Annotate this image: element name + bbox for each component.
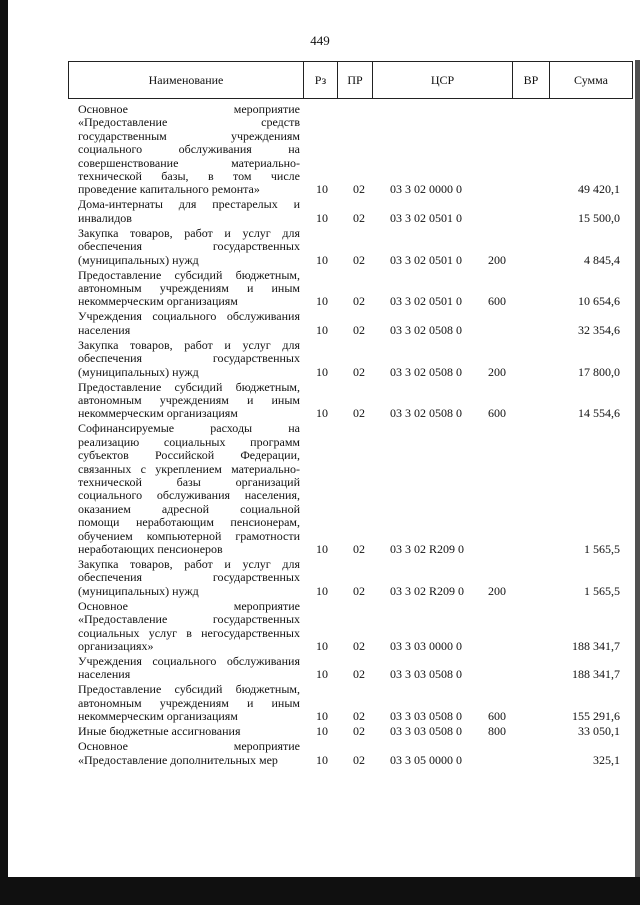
row-name-line: технической базы, в том числе (78, 168, 300, 183)
row-csr: 03 3 02 R209 0 (390, 541, 465, 556)
header-vr: ВР (513, 62, 550, 98)
row-sum: 49 420,1 (578, 182, 620, 197)
row-name (78, 740, 300, 767)
row-name-line: автономным учреждениям и иным (78, 280, 300, 295)
row-pr: 02 (353, 406, 365, 421)
row-name-line: Предоставление субсидий бюджетным, (78, 379, 300, 394)
row-name-line: Предоставление субсидий бюджетным, (78, 267, 300, 282)
row-pr: 02 (353, 541, 365, 556)
row-name-line: проведение капитального ремонта» (78, 182, 260, 197)
row-rz: 10 (316, 406, 328, 421)
row-rz: 10 (316, 752, 328, 767)
row-name (78, 269, 300, 309)
row-name-line: помощи неработающим пенсионерам, (78, 515, 300, 530)
row-pr: 02 (353, 210, 365, 225)
row-name-line: некоммерческим организациям (78, 709, 238, 724)
row-name (78, 310, 300, 337)
row-sum: 155 291,6 (572, 709, 620, 724)
row-sum: 32 354,6 (578, 322, 620, 337)
row-sum: 4 845,4 (584, 252, 620, 267)
row-sum: 325,1 (593, 752, 620, 767)
row-name-line: обучением компьютерной грамотности (78, 528, 300, 543)
row-name-line: Предоставление субсидий бюджетным, (78, 682, 300, 697)
row-rz: 10 (316, 294, 328, 309)
row-sum: 10 654,6 (578, 294, 620, 309)
row-rz: 10 (316, 709, 328, 724)
row-rz: 10 (316, 210, 328, 225)
row-name-line: неработающих пенсионеров (78, 541, 223, 556)
row-csr: 03 3 03 0508 0 (390, 709, 462, 724)
row-name-line: (муниципальных) нужд (78, 364, 199, 379)
row-vr: 600 (488, 406, 506, 421)
row-name (78, 339, 300, 379)
row-pr: 02 (353, 667, 365, 682)
row-name (78, 198, 300, 225)
row-name-line: автономным учреждениям и иным (78, 392, 300, 407)
row-name (78, 227, 300, 267)
row-pr: 02 (353, 322, 365, 337)
row-name-line: инвалидов (78, 210, 132, 225)
row-csr: 03 3 02 0501 0 (390, 210, 462, 225)
row-vr: 800 (488, 724, 506, 739)
header-csr: ЦСР (373, 62, 513, 98)
row-name-line: Основное мероприятие (78, 598, 300, 613)
row-name-line: субъектов Российской Федерации, (78, 448, 300, 463)
row-rz: 10 (316, 667, 328, 682)
row-csr: 03 3 05 0000 0 (390, 752, 462, 767)
row-rz: 10 (316, 364, 328, 379)
row-sum: 188 341,7 (572, 638, 620, 653)
header-rz: Рз (304, 62, 338, 98)
row-pr: 02 (353, 294, 365, 309)
row-name-line: связанных с укреплением материально- (78, 461, 300, 476)
row-name-line: организациях» (78, 638, 154, 653)
row-csr: 03 3 02 0501 0 (390, 252, 462, 267)
row-rz: 10 (316, 541, 328, 556)
row-name-line: совершенствование материально- (78, 155, 300, 170)
row-name (78, 381, 300, 421)
row-name-line: реализацию социальных программ (78, 434, 300, 449)
row-name-line: некоммерческим организациям (78, 406, 238, 421)
row-rz: 10 (316, 724, 328, 739)
row-sum: 1 565,5 (584, 583, 620, 598)
row-name-line: автономным учреждениям и иным (78, 695, 300, 710)
row-pr: 02 (353, 724, 365, 739)
row-sum: 1 565,5 (584, 541, 620, 556)
row-csr: 03 3 03 0000 0 (390, 638, 462, 653)
row-vr: 200 (488, 252, 506, 267)
row-name-line: «Предоставление средств (78, 115, 300, 130)
row-name-line: Закупка товаров, работ и услуг для (78, 337, 300, 352)
row-csr: 03 3 03 0508 0 (390, 667, 462, 682)
row-name-line: Учреждения социального обслуживания (78, 654, 300, 668)
row-name (78, 725, 300, 738)
row-sum: 33 050,1 (578, 724, 620, 739)
row-name-line: (муниципальных) нужд (78, 252, 199, 267)
row-pr: 02 (353, 709, 365, 724)
header-sum: Сумма (574, 72, 608, 87)
row-vr: 200 (488, 583, 506, 598)
row-name-line: социальных услуг в негосударственных (78, 625, 300, 640)
row-sum: 15 500,0 (578, 210, 620, 225)
row-name-line: обеспечения государственных (78, 351, 300, 366)
row-sum: 188 341,7 (572, 667, 620, 682)
row-name (78, 558, 300, 598)
row-name-line: оказанием адресной социальной (78, 501, 300, 516)
scan-left-edge (0, 0, 8, 905)
row-name-line: Дома-интернаты для престарелых и (78, 197, 300, 212)
row-vr: 600 (488, 294, 506, 309)
row-pr: 02 (353, 638, 365, 653)
scan-right-edge (635, 60, 640, 905)
row-sum: 17 800,0 (578, 364, 620, 379)
row-rz: 10 (316, 252, 328, 267)
row-rz: 10 (316, 583, 328, 598)
row-name (78, 600, 300, 654)
row-csr: 03 3 02 0508 0 (390, 322, 462, 337)
row-name-line: некоммерческим организациям (78, 294, 238, 309)
page-number: 449 (310, 33, 330, 48)
header-pr: ПР (338, 62, 373, 98)
row-pr: 02 (353, 364, 365, 379)
row-name-line: государственным учреждениям (78, 128, 300, 143)
row-name (78, 683, 300, 723)
row-name-line: населения (78, 322, 131, 337)
row-name-line: обеспечения государственных (78, 239, 300, 254)
row-csr: 03 3 02 0000 0 (390, 182, 462, 197)
scan-bottom-edge (0, 877, 640, 905)
row-csr: 03 3 02 0508 0 (390, 364, 462, 379)
row-name-line: Софинансируемые расходы на (78, 421, 300, 436)
row-name-line: обеспечения государственных (78, 570, 300, 585)
row-csr: 03 3 02 R209 0 (390, 583, 465, 598)
row-rz: 10 (316, 638, 328, 653)
row-name-line: Основное мероприятие (78, 739, 300, 754)
row-csr: 03 3 02 0508 0 (390, 406, 462, 421)
row-name-line: Основное мероприятие (78, 102, 300, 116)
row-rz: 10 (316, 182, 328, 197)
row-name-line: социального обслуживания населения, (78, 488, 300, 503)
row-sum: 14 554,6 (578, 406, 620, 421)
row-name (78, 103, 300, 197)
row-pr: 02 (353, 752, 365, 767)
row-vr: 200 (488, 364, 506, 379)
row-csr: 03 3 03 0508 0 (390, 724, 462, 739)
row-pr: 02 (353, 182, 365, 197)
row-csr: 03 3 02 0501 0 (390, 294, 462, 309)
row-name-line: Закупка товаров, работ и услуг для (78, 557, 300, 571)
row-rz: 10 (316, 322, 328, 337)
row-name-line: технической базы организаций (78, 474, 300, 489)
row-name-line: Учреждения социального обслуживания (78, 309, 300, 324)
row-pr: 02 (353, 252, 365, 267)
row-name-line: «Предоставление дополнительных мер (78, 752, 278, 767)
row-name-line: (муниципальных) нужд (78, 583, 199, 598)
row-name (78, 422, 300, 556)
header-name: Наименование (69, 62, 304, 98)
row-name-line: «Предоставление государственных (78, 612, 300, 627)
table-header (68, 61, 633, 99)
row-name (78, 655, 300, 682)
row-pr: 02 (353, 583, 365, 598)
row-name-line: Закупка товаров, работ и услуг для (78, 225, 300, 240)
row-vr: 600 (488, 709, 506, 724)
row-name-line: социального обслуживания на (78, 142, 300, 157)
row-name-line: Иные бюджетные ассигнования (78, 724, 241, 739)
row-name-line: населения (78, 667, 131, 682)
